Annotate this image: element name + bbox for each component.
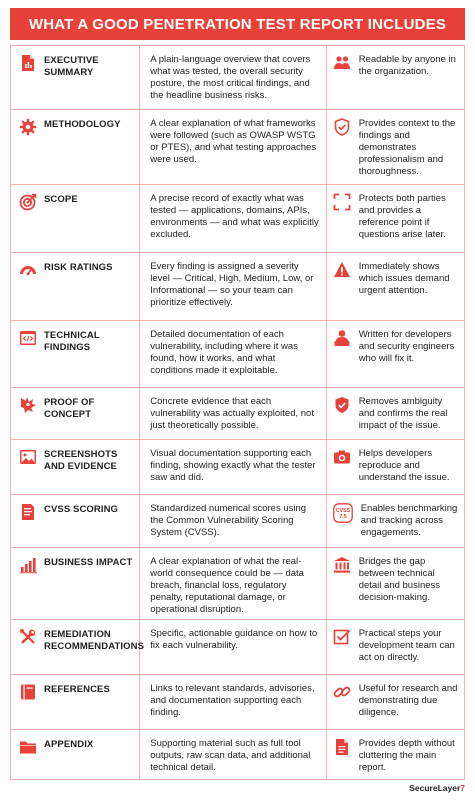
row-label: APPENDIX <box>44 739 94 750</box>
gauge-icon <box>19 261 37 279</box>
table-row <box>11 46 465 110</box>
table-row <box>11 388 465 440</box>
row-label: SCREENSHOTS AND EVIDENCE <box>44 449 118 472</box>
page-title: WHAT A GOOD PENETRATION TEST REPORT INCLUDES <box>10 8 465 40</box>
row-description: Every finding is assigned a severity level — Critical, High, Medium, Low, or Informational — so your team can prioritize effectively. <box>150 261 314 308</box>
table-row <box>11 730 465 780</box>
bar-chart-icon <box>19 556 37 574</box>
row-benefit: Useful for research and demonstrating due diligence. <box>358 683 458 718</box>
document-icon <box>333 738 351 756</box>
row-label: PROOF OF CONCEPT <box>44 397 95 420</box>
shield-check-icon <box>333 396 351 414</box>
row-benefit: Provides depth without cluttering the main report. <box>358 738 455 773</box>
row-benefit: Enables benchmarking and tracking across engagements. <box>360 503 458 538</box>
row-benefit: Provides context to the findings and demonstrates professionalism and thoroughness. <box>358 118 456 177</box>
document-chart-icon <box>19 54 37 72</box>
table-row <box>11 110 465 185</box>
gear-icon <box>19 118 37 136</box>
row-description: A precise record of exactly what was tested — applications, domains, APIs, environments — and what was explicitly excluded. <box>150 193 319 240</box>
row-benefit: Written for developers and security engineers who will fix it. <box>358 329 455 364</box>
row-description: A plain-language overview that covers what was tested, the overall security posture, the most critical findings, and the headline business risks. <box>150 54 311 101</box>
row-label: REFERENCES <box>44 684 110 695</box>
folder-icon <box>19 738 37 756</box>
table-row <box>11 495 465 548</box>
code-window-icon <box>19 329 37 347</box>
brand-name: SecureLayer <box>409 783 461 793</box>
brand-suffix: 7 <box>460 783 465 793</box>
cvss-badge-label: CVSS 7.5 <box>335 508 350 520</box>
row-label: BUSINESS IMPACT <box>44 557 133 568</box>
row-label: RISK RATINGS <box>44 262 113 273</box>
row-description: A clear explanation of what frameworks were followed (such as OWASP WSTG or PTES), and what testing approaches were used. <box>150 118 317 165</box>
developer-icon <box>333 329 351 347</box>
row-description: A clear explanation of what the real-world consequence could be — data breach, financial loss, regulatory penalty, reputational damage, or operational disruption. <box>150 556 304 615</box>
row-label: EXECUTIVE SUMMARY <box>44 55 99 78</box>
table-row <box>11 548 465 620</box>
table-row <box>11 620 465 675</box>
table-row <box>11 185 465 253</box>
book-icon <box>19 683 37 701</box>
row-benefit: Immediately shows which issues demand urgent attention. <box>358 261 450 296</box>
row-description: Visual documentation supporting each finding, showing exactly what the tester saw and did. <box>150 448 316 483</box>
shield-check-icon <box>333 118 351 136</box>
row-description: Standardized numerical scores using the Common Vulnerability Scoring System (CVSS). <box>150 503 307 538</box>
bank-icon <box>333 556 351 574</box>
row-label: REMEDIATION RECOMMENDATIONS <box>44 629 145 652</box>
cvss-badge-icon <box>333 503 353 523</box>
people-icon <box>333 54 351 72</box>
row-description: Supporting material such as full tool outputs, raw scan data, and additional technical detail. <box>150 738 311 773</box>
row-label: TECHNICAL FINDINGS <box>44 330 100 353</box>
row-description: Links to relevant standards, advisories, and documentation supporting each finding. <box>150 683 315 718</box>
brand-logo <box>409 783 465 793</box>
table-row <box>11 321 465 388</box>
table-row <box>11 440 465 495</box>
link-icon <box>333 683 351 701</box>
row-description: Concrete evidence that each vulnerability was actually exploited, not just theoretically possible. <box>150 396 314 431</box>
row-label: SCOPE <box>44 194 78 205</box>
exploit-burst-icon <box>19 396 37 414</box>
table-row <box>11 253 465 321</box>
corner-brackets-icon <box>333 193 351 211</box>
row-benefit: Helps developers reproduce and understand the issue. <box>358 448 450 483</box>
image-icon <box>19 448 37 466</box>
table-row <box>11 675 465 730</box>
row-description: Detailed documentation of each vulnerability, including where it was found, how it works, and what conditions made it exploitable. <box>150 329 298 376</box>
report-sections-table <box>10 45 465 780</box>
target-icon <box>19 193 37 211</box>
checkbox-icon <box>333 628 351 646</box>
camera-icon <box>333 448 351 466</box>
row-label: METHODOLOGY <box>44 119 121 130</box>
footer-divider <box>10 779 465 780</box>
row-benefit: Practical steps your development team can act on directly. <box>358 628 455 663</box>
row-benefit: Bridges the gap between technical detail and business decision-making. <box>358 556 441 603</box>
row-benefit: Removes ambiguity and confirms the real impact of the issue. <box>358 396 448 431</box>
row-benefit: Readable by anyone in the organization. <box>358 54 456 77</box>
score-document-icon <box>19 503 37 521</box>
warning-triangle-icon <box>333 261 351 279</box>
row-benefit: Protects both parties and provides a reference point if questions arise later. <box>358 193 446 240</box>
row-description: Specific, actionable guidance on how to fix each vulnerability. <box>150 628 318 651</box>
tools-icon <box>19 628 37 646</box>
row-label: CVSS SCORING <box>44 504 119 515</box>
